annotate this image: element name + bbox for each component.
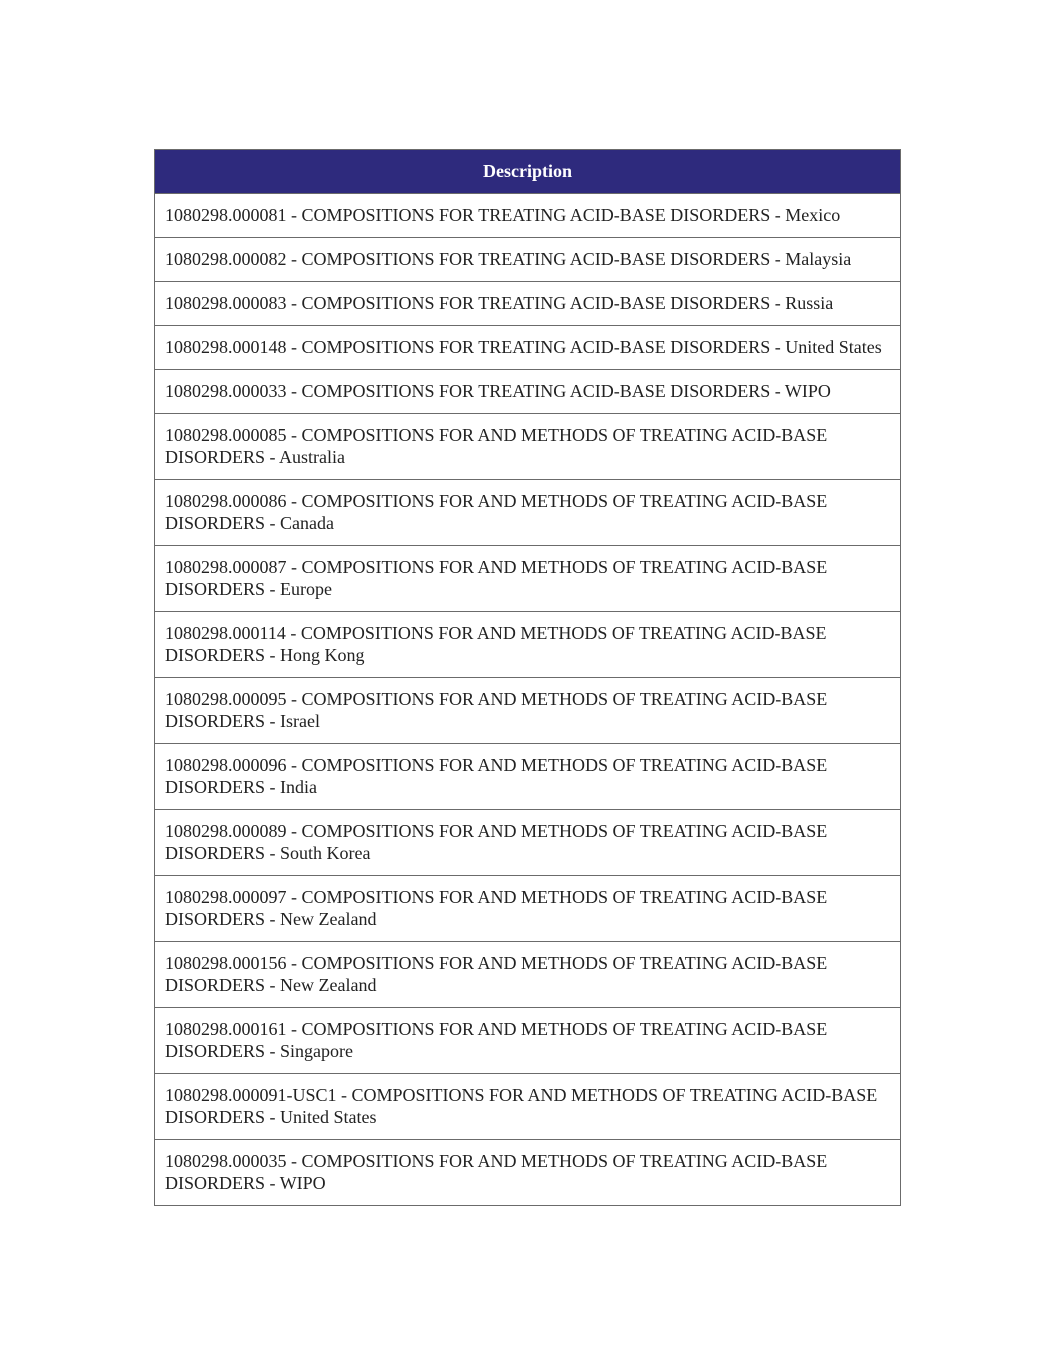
table-cell-description: 1080298.000087 - COMPOSITIONS FOR AND METHODS OF TREATING ACID-BASE DISORDERS - Europe: [155, 546, 901, 612]
table-row: [155, 942, 901, 1008]
table-cell-description: 1080298.000035 - COMPOSITIONS FOR AND METHODS OF TREATING ACID-BASE DISORDERS - WIPO: [155, 1140, 901, 1206]
table-row: [155, 1008, 901, 1074]
table-cell-description: 1080298.000082 - COMPOSITIONS FOR TREATING ACID-BASE DISORDERS - Malaysia: [155, 238, 901, 282]
table-cell-description: 1080298.000033 - COMPOSITIONS FOR TREATING ACID-BASE DISORDERS - WIPO: [155, 370, 901, 414]
table-cell-description: 1080298.000148 - COMPOSITIONS FOR TREATING ACID-BASE DISORDERS - United States: [155, 326, 901, 370]
table-row: [155, 678, 901, 744]
document-page: [154, 149, 901, 1206]
table-row: [155, 194, 901, 238]
table-header-row: [155, 150, 901, 194]
table-row: [155, 480, 901, 546]
table-row: [155, 744, 901, 810]
table-row: [155, 282, 901, 326]
description-table: [154, 149, 901, 1206]
table-cell-description: 1080298.000081 - COMPOSITIONS FOR TREATING ACID-BASE DISORDERS - Mexico: [155, 194, 901, 238]
table-cell-description: 1080298.000086 - COMPOSITIONS FOR AND METHODS OF TREATING ACID-BASE DISORDERS - Canada: [155, 480, 901, 546]
table-cell-description: 1080298.000161 - COMPOSITIONS FOR AND METHODS OF TREATING ACID-BASE DISORDERS - Singapore: [155, 1008, 901, 1074]
table-cell-description: 1080298.000156 - COMPOSITIONS FOR AND METHODS OF TREATING ACID-BASE DISORDERS - New Zealand: [155, 942, 901, 1008]
table-row: [155, 238, 901, 282]
table-row: [155, 414, 901, 480]
table-row: [155, 1140, 901, 1206]
table-cell-description: 1080298.000085 - COMPOSITIONS FOR AND METHODS OF TREATING ACID-BASE DISORDERS - Australia: [155, 414, 901, 480]
table-row: [155, 612, 901, 678]
table-cell-description: 1080298.000089 - COMPOSITIONS FOR AND METHODS OF TREATING ACID-BASE DISORDERS - South Korea: [155, 810, 901, 876]
table-cell-description: 1080298.000114 - COMPOSITIONS FOR AND METHODS OF TREATING ACID-BASE DISORDERS - Hong Kong: [155, 612, 901, 678]
table-cell-description: 1080298.000091-USC1 - COMPOSITIONS FOR AND METHODS OF TREATING ACID-BASE DISORDERS - United States: [155, 1074, 901, 1140]
table-cell-description: 1080298.000096 - COMPOSITIONS FOR AND METHODS OF TREATING ACID-BASE DISORDERS - India: [155, 744, 901, 810]
table-row: [155, 326, 901, 370]
table-row: [155, 876, 901, 942]
table-row: [155, 546, 901, 612]
table-cell-description: 1080298.000097 - COMPOSITIONS FOR AND METHODS OF TREATING ACID-BASE DISORDERS - New Zealand: [155, 876, 901, 942]
table-cell-description: 1080298.000095 - COMPOSITIONS FOR AND METHODS OF TREATING ACID-BASE DISORDERS - Israel: [155, 678, 901, 744]
table-row: [155, 370, 901, 414]
table-row: [155, 810, 901, 876]
table-row: [155, 1074, 901, 1140]
column-header-description: Description: [155, 150, 901, 194]
table-cell-description: 1080298.000083 - COMPOSITIONS FOR TREATING ACID-BASE DISORDERS - Russia: [155, 282, 901, 326]
